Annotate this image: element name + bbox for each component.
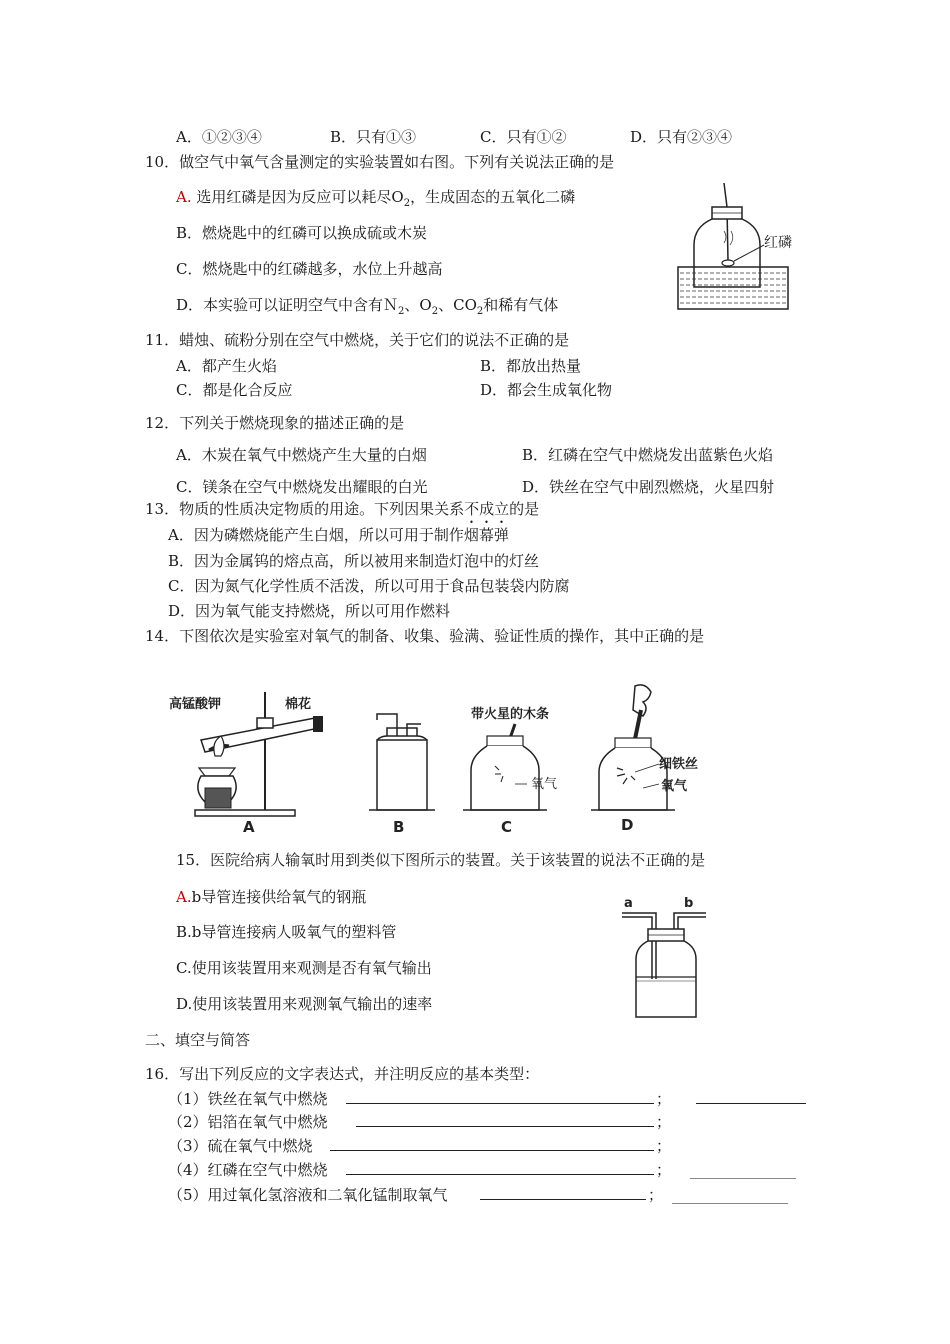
q10-option-d <box>176 295 558 322</box>
q15-option-a-text: b导管连接供给氧气的钢瓶 <box>191 888 367 906</box>
q10-option-a-text: 选用红磷是因为反应可以耗尽O <box>196 188 404 206</box>
q14-figure-oxygen-operations <box>165 680 725 840</box>
q15-figure-oxygen-humidifier-bottle <box>618 893 718 1023</box>
q16-item-1-type-blank[interactable] <box>696 1103 806 1104</box>
q13-option-c: C．因为氮气化学性质不活泼，所以可用于食品包装袋内防腐 <box>168 577 570 595</box>
q16-item-4: （4）红磷在空气中燃烧 <box>168 1161 328 1179</box>
q16-item-5: （5）用过氧化氢溶液和二氧化锰制取氧气 <box>168 1186 448 1204</box>
q14-label-iron-wire: 细铁丝 <box>659 757 699 772</box>
q16-item-2: （2）铝箔在氧气中燃烧 <box>168 1113 328 1131</box>
q15-tube-a-label: a <box>624 896 633 911</box>
q10-figure-label: 红磷 <box>764 235 792 251</box>
q10-d-tail: 和稀有气体 <box>483 296 559 314</box>
q13-stem-post: 的是 <box>509 500 540 518</box>
q16-item-4-sep: ； <box>656 1161 672 1179</box>
q10-sub-o2: 2 <box>403 198 411 209</box>
q15-option-c: C.使用该装置用来观测是否有氧气输出 <box>176 959 432 977</box>
q16-item-1-sep: ； <box>656 1090 672 1108</box>
q14-stem: 14．下图依次是实验室对氧气的制备、收集、验满、验证性质的操作，其中正确的是 <box>145 627 705 645</box>
q13-option-b: B．因为金属钨的熔点高，所以被用来制造灯泡中的灯丝 <box>168 552 540 570</box>
q11-option-d: D．都会生成氧化物 <box>480 381 613 399</box>
q12-stem: 12．下列关于燃烧现象的描述正确的是 <box>145 414 405 432</box>
q16-item-4-equation-blank[interactable] <box>346 1174 654 1175</box>
q16-item-3-sep: ； <box>656 1137 672 1155</box>
q12-option-d: D．铁丝在空气中剧烈燃烧，火星四射 <box>522 478 775 496</box>
q9-option-c: C．只有①② <box>480 128 567 146</box>
q14-label-d: D <box>621 816 634 834</box>
q10-d-sub-o: 2 <box>431 306 439 317</box>
q14-label-oxygen-d: 氧气 <box>661 779 688 794</box>
q16-item-2-equation-blank[interactable] <box>356 1126 654 1127</box>
q16-item-1-equation-blank[interactable] <box>346 1103 654 1104</box>
q13-stem-emphasis: 不成立 <box>464 500 510 518</box>
q13-stem-pre: 13．物质的性质决定物质的用途。下列因果关系 <box>145 500 465 518</box>
q15-option-d: D.使用该装置用来观测氧气输出的速率 <box>176 995 433 1013</box>
q13-stem <box>145 499 539 527</box>
q16-item-5-sep: ； <box>648 1186 664 1204</box>
q16-item-3: （3）硫在氧气中燃烧 <box>168 1137 313 1155</box>
q11-option-c: C．都是化合反应 <box>176 381 293 399</box>
q10-d-sub-n: 2 <box>398 306 405 317</box>
q14-label-splint: 带火星的木条 <box>471 707 550 722</box>
q14-label-a: A <box>243 818 255 836</box>
q16-item-2-sep: ； <box>656 1113 672 1131</box>
q10-option-a-letter: A. <box>176 188 192 206</box>
section2-title: 二、填空与简答 <box>145 1031 251 1049</box>
q9-option-b: B．只有①③ <box>330 128 417 146</box>
q11-option-b: B．都放出热量 <box>480 357 582 375</box>
q16-item-5-equation-blank[interactable] <box>480 1199 646 1200</box>
q11-option-a: A．都产生火焰 <box>176 357 277 375</box>
q14-label-cotton: 棉花 <box>285 697 312 712</box>
q10-d-sub-co: 2 <box>476 306 484 317</box>
q10-stem: 10．做空气中氧气含量测定的实验装置如右图。下列有关说法正确的是 <box>145 153 615 171</box>
q10-option-a <box>176 187 575 214</box>
q12-option-a: A．木炭在氧气中燃烧产生大量的白烟 <box>176 446 427 464</box>
q16-item-4-type-blank[interactable] <box>690 1178 796 1179</box>
q15-option-a-letter: A. <box>176 888 192 906</box>
q15-stem: 15．医院给病人输氧时用到类似下图所示的装置。关于该装置的说法不正确的是 <box>176 851 706 869</box>
q10-d-pre: D．本实验可以证明空气中含有Ｎ <box>176 296 399 314</box>
q10-d-mid: 、O <box>404 296 432 314</box>
q10-option-a-tail: ，生成固态的五氧化二磷 <box>410 188 576 206</box>
q9-option-a: A．①②③④ <box>176 128 262 146</box>
q16-item-5-type-blank[interactable] <box>672 1203 788 1204</box>
q15-option-a <box>176 887 366 907</box>
q14-label-oxygen-c: 氧气 <box>531 777 558 792</box>
q15-tube-b-label: b <box>684 896 694 911</box>
q10-d-co: 、CO <box>438 296 477 314</box>
q14-label-b: B <box>393 818 405 836</box>
q16-item-3-equation-blank[interactable] <box>330 1150 654 1151</box>
q14-label-kmno4: 高锰酸钾 <box>169 697 222 712</box>
q13-option-a: A．因为磷燃烧能产生白烟，所以可用于制作烟幕弹 <box>168 526 509 544</box>
q10-option-b: B．燃烧匙中的红磷可以换成硫或木炭 <box>176 224 428 242</box>
q14-label-c: C <box>501 818 513 836</box>
q12-option-b: B．红磷在空气中燃烧发出蓝紫色火焰 <box>522 446 774 464</box>
q9-option-d: D．只有②③④ <box>630 128 733 146</box>
q15-option-b: B.b导管连接病人吸氧气的塑料管 <box>176 923 397 941</box>
q11-stem: 11．蜡烛、硫粉分别在空气中燃烧，关于它们的说法不正确的是 <box>145 331 570 349</box>
q16-stem: 16．写出下列反应的文字表达式，并注明反应的基本类型： <box>145 1065 540 1083</box>
q13-option-d: D．因为氧气能支持燃烧，所以可用作燃料 <box>168 602 451 620</box>
q16-item-1: （1）铁丝在氧气中燃烧 <box>168 1090 328 1108</box>
q10-figure-red-phosphorus-apparatus <box>672 183 822 313</box>
q10-option-c: C．燃烧匙中的红磷越多，水位上升越高 <box>176 260 443 278</box>
q12-option-c: C．镁条在空气中燃烧发出耀眼的白光 <box>176 478 428 496</box>
